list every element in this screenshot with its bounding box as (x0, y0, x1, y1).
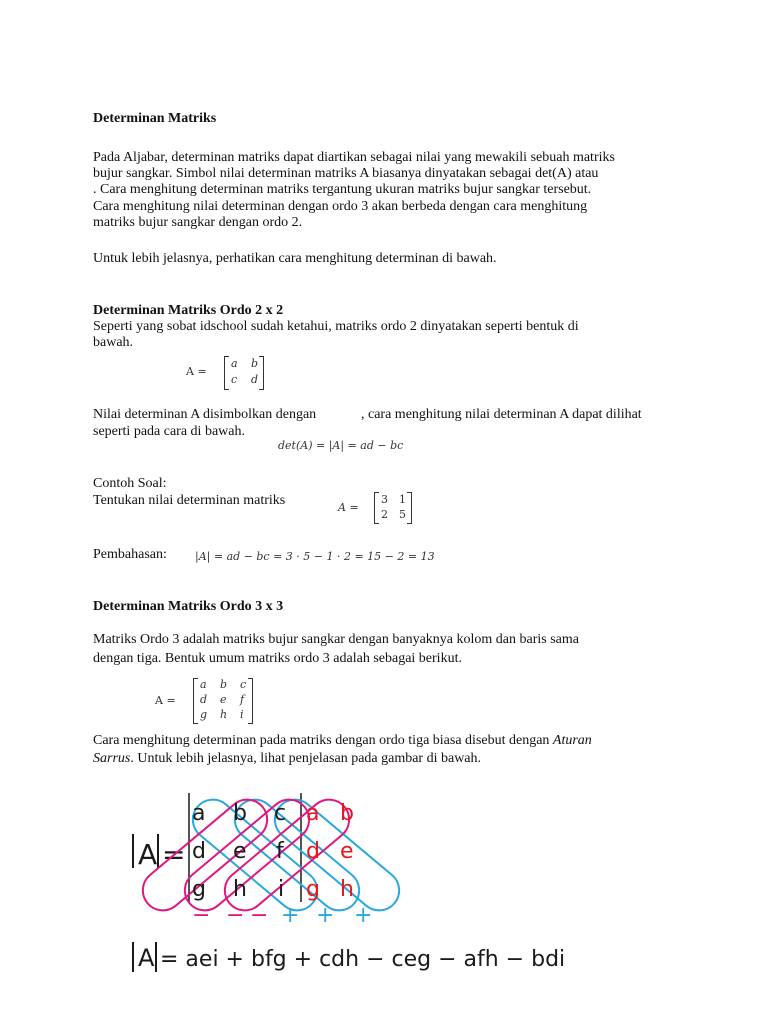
sarrus-signs (192, 903, 372, 928)
sarrus-term-1: Aturan (552, 733, 592, 748)
matrix-cell: a (200, 678, 207, 691)
matrix-cell: 2 (381, 508, 388, 521)
sarrus-diagram (0, 780, 768, 1000)
solution-formula: |A| = ad − bc = 3 · 5 − 1 · 2 = 15 − 2 = 13 (195, 550, 435, 563)
matrix-cell: b (251, 357, 259, 370)
det-formula: det(A) = |A| = ad − bc (278, 439, 404, 452)
matrix-2x2-label: A = (186, 365, 207, 378)
sarrus-cell: g (192, 877, 206, 902)
matrix-cell: g (200, 708, 208, 721)
section-heading-3x3: Determinan Matriks Ordo 3 x 3 (93, 599, 284, 614)
sarrus-cell-repeat: a (306, 801, 320, 826)
matrix-cell: e (220, 693, 227, 706)
sec3-sarrus-line-1 (93, 732, 592, 750)
intro-line-5: matriks bujur sangkar dengan ordo 2. (93, 215, 303, 230)
sarrus-cell: c (274, 801, 287, 826)
doc-title: Determinan Matriks (93, 111, 217, 126)
pembahasan-label: Pembahasan: (93, 547, 167, 562)
plus-sign: + (281, 903, 300, 928)
sec3-line-2: dengan tiga. Bentuk umum matriks ordo 3 adalah sebagai berikut. (93, 651, 462, 666)
sec2-line-1: Seperti yang sobat idschool sudah ketahui, matriks ordo 2 dinyatakan seperti bentuk di (93, 319, 579, 334)
sarrus-cell: f (276, 839, 284, 864)
sarrus-cell: h (233, 877, 247, 902)
section-heading-2x2: Determinan Matriks Ordo 2 x 2 (93, 303, 284, 318)
matrix-cell: 3 (381, 493, 388, 506)
blue-diagonals (185, 791, 408, 918)
plus-sign: + (316, 903, 335, 928)
matrix-cell: d (200, 693, 208, 706)
sarrus-cell-repeat: e (340, 839, 354, 864)
lhs-A: A (138, 838, 158, 871)
matrix-3x3-label: A = (155, 694, 176, 707)
matrix-cell: i (240, 708, 244, 721)
sarrus-cell: e (233, 839, 247, 864)
sarrus-cell-repeat: b (340, 801, 354, 826)
matrix-cell: b (220, 678, 228, 691)
minus-sign: − (192, 903, 211, 928)
sarrus-cell: d (192, 839, 206, 864)
matrix-cell: a (231, 357, 238, 370)
sec2-det-text-b: , cara menghitung nilai determinan A dapat dilihat (361, 407, 642, 422)
plus-sign: + (354, 903, 373, 928)
minus-sign: − (226, 903, 245, 928)
sarrus-cell-repeat: h (340, 877, 354, 902)
intro-paragraph-2: Untuk lebih jelasnya, perhatikan cara menghitung determinan di bawah. (93, 251, 497, 266)
sec2-line-2: bawah. (93, 335, 134, 350)
sarrus-cell-repeat: g (306, 877, 320, 902)
sec2-det-text-c: seperti pada cara di bawah. (93, 424, 245, 439)
result-formula: = aei + bfg + cdh − ceg − afh − bdi (160, 947, 566, 972)
matrix-cell: 1 (399, 493, 406, 506)
example-matrix-label: A = (338, 501, 359, 514)
tentukan-text: Tentukan nilai determinan matriks (93, 493, 286, 508)
sarrus-cell: i (278, 877, 285, 902)
sarrus-cell-repeat: d (306, 839, 320, 864)
matrix-cell: f (240, 693, 245, 706)
lhs-equals: = (162, 838, 186, 871)
intro-line-4: Cara menghitung nilai determinan dengan ordo 3 akan berbeda dengan cara menghitung (93, 199, 588, 214)
matrix-2x2 (224, 356, 264, 390)
sec3-sarrus-line-2 (93, 750, 481, 768)
diagonal-loop (267, 791, 408, 918)
sarrus-result (133, 942, 565, 972)
matrix-cell: h (220, 708, 228, 721)
intro-line-1: Pada Aljabar, determinan matriks dapat diartikan sebagai nilai yang mewakili sebuah matriks (93, 150, 615, 165)
example-matrix (374, 492, 412, 524)
matrix-cell: c (240, 678, 247, 691)
matrix-cell: d (251, 373, 259, 386)
sarrus-cell: b (233, 801, 247, 826)
sarrus-letters (192, 801, 354, 902)
minus-sign: − (250, 903, 269, 928)
result-A: A (138, 944, 155, 972)
sarrus-intro-text: Cara menghitung determinan pada matriks dengan ordo tiga biasa disebut dengan (93, 733, 550, 748)
matrix-cell: 5 (399, 508, 406, 521)
sarrus-intro-end: . Untuk lebih jelasnya, lihat penjelasan pada gambar di bawah. (130, 751, 482, 766)
contoh-label: Contoh Soal: (93, 476, 167, 491)
sec2-det-text-a: Nilai determinan A disimbolkan dengan (93, 407, 317, 422)
sarrus-cell: a (192, 801, 206, 826)
intro-line-3: . Cara menghitung determinan matriks tergantung ukuran matriks bujur sangkar tersebut. (93, 182, 592, 197)
sarrus-term-2: Sarrus (93, 751, 131, 766)
matrix-cell: c (231, 373, 238, 386)
intro-line-2: bujur sangkar. Simbol nilai determinan matriks A biasanya dinyatakan sebagai det(A) atau (93, 166, 599, 181)
sec3-line-1: Matriks Ordo 3 adalah matriks bujur sangkar dengan banyaknya kolom dan baris sama (93, 632, 579, 647)
matrix-3x3 (193, 678, 253, 724)
